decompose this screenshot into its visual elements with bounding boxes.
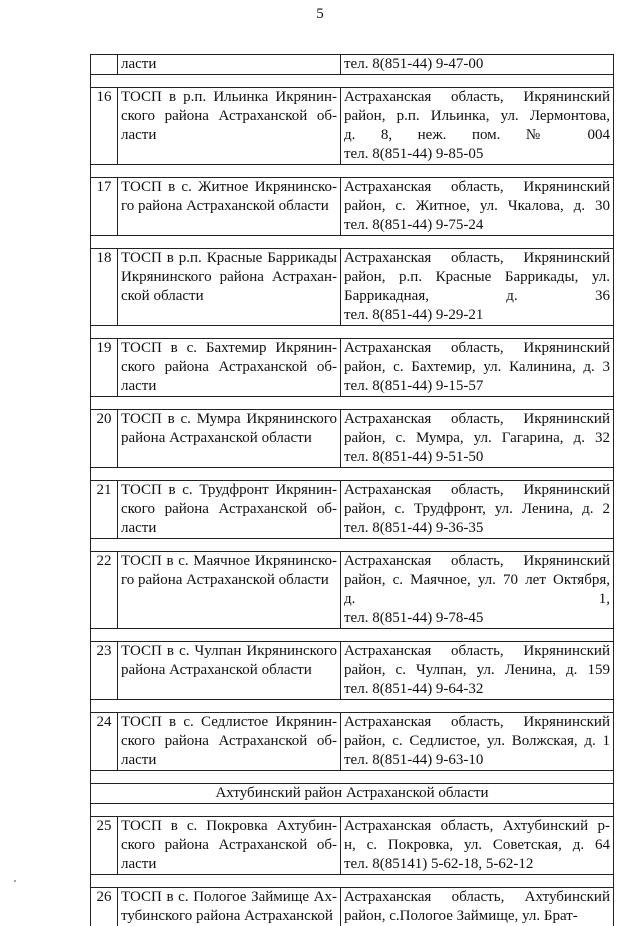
cell-line: ской области <box>121 287 337 306</box>
office-name <box>118 481 341 539</box>
office-name <box>118 178 341 236</box>
row-number: 21 <box>91 481 118 539</box>
cell-line: ТОСП в с. Житное Икрянинско- <box>121 178 337 197</box>
row-gap-cell <box>91 326 614 339</box>
office-address <box>341 88 614 165</box>
table-row <box>91 713 614 771</box>
row-gap <box>91 804 614 817</box>
cell-line: тел. 8(851-44) 9-51-50 <box>344 448 610 467</box>
office-address <box>341 249 614 326</box>
office-address <box>341 713 614 771</box>
cell-line: ского района Астраханской об- <box>121 358 337 377</box>
cell-line: тубинского района Астраханской <box>121 907 337 926</box>
office-name <box>118 249 341 326</box>
table-row <box>91 339 614 397</box>
cell-line: Астраханская область, Икрянинский <box>344 552 610 571</box>
table-row <box>91 410 614 468</box>
office-name <box>118 642 341 700</box>
table-row <box>91 88 614 165</box>
cell-line: Астраханская область, Икрянинский <box>344 88 610 107</box>
office-address <box>341 552 614 629</box>
table-row <box>91 55 614 75</box>
row-gap <box>91 771 614 784</box>
cell-line: район, с. Маячное, ул. 70 лет Октября, <box>344 571 610 590</box>
table-row <box>91 817 614 875</box>
registry-table <box>90 54 614 926</box>
registry-table-body <box>91 55 614 926</box>
row-number: 20 <box>91 410 118 468</box>
section-row <box>91 784 614 804</box>
cell-line: район, с. Чулпан, ул. Ленина, д. 159 <box>344 661 610 680</box>
cell-line: района Астраханской области <box>121 429 337 448</box>
row-gap-cell <box>91 539 614 552</box>
row-gap <box>91 700 614 713</box>
cell-line: Астраханская область, Икрянинский <box>344 713 610 732</box>
row-gap <box>91 875 614 888</box>
row-number: 24 <box>91 713 118 771</box>
row-gap <box>91 397 614 410</box>
cell-line: ТОСП в с. Бахтемир Икрянин- <box>121 339 337 358</box>
cell-line: Астраханская область, Икрянинский <box>344 642 610 661</box>
scan-speck <box>14 880 16 882</box>
row-gap-cell <box>91 165 614 178</box>
table-row <box>91 178 614 236</box>
cell-line: ского района Астраханской об- <box>121 107 337 126</box>
table-row <box>91 552 614 629</box>
cell-line: ТОСП в с. Трудфронт Икрянин- <box>121 481 337 500</box>
row-gap-cell <box>91 700 614 713</box>
cell-line: ского района Астраханской об- <box>121 836 337 855</box>
row-gap-cell <box>91 236 614 249</box>
cell-line: район, с. Мумра, ул. Гагарина, д. 32 <box>344 429 610 448</box>
cell-line: тел. 8(851-44) 9-29-21 <box>344 306 610 325</box>
cell-line: ласти <box>121 126 337 145</box>
cell-line: Астраханская область, Икрянинский <box>344 249 610 268</box>
cell-line: д. 8, неж. пом. № 004 <box>344 126 610 145</box>
cell-line: ласти <box>121 751 337 770</box>
page-number: 5 <box>0 6 640 23</box>
cell-line: го района Астраханской области <box>121 197 337 216</box>
cell-line: н, с. Покровка, ул. Советская, д. 64 <box>344 836 610 855</box>
row-number: 22 <box>91 552 118 629</box>
row-number: 23 <box>91 642 118 700</box>
office-name <box>118 888 341 926</box>
cell-line: тел. 8(85141) 5-62-18, 5-62-12 <box>344 855 610 874</box>
cell-line: ласти <box>121 519 337 538</box>
cell-line: го района Астраханской области <box>121 571 337 590</box>
row-gap-cell <box>91 804 614 817</box>
office-name <box>118 55 341 75</box>
row-gap-cell <box>91 771 614 784</box>
cell-line: тел. 8(851-44) 9-78-45 <box>344 609 610 628</box>
cell-line: ласти <box>121 377 337 396</box>
office-name <box>118 713 341 771</box>
cell-line: ТОСП в с. Маячное Икрянинско- <box>121 552 337 571</box>
row-number <box>91 55 118 75</box>
cell-line: Икрянинского района Астрахан- <box>121 268 337 287</box>
cell-line: ласти <box>121 55 337 74</box>
cell-line: Астраханская область, Ахтубинский р- <box>344 817 610 836</box>
row-gap <box>91 629 614 642</box>
cell-line: Астраханская область, Икрянинский <box>344 481 610 500</box>
cell-line: ТОСП в р.п. Ильинка Икрянин- <box>121 88 337 107</box>
cell-line: Баррикадная, д. 36 <box>344 287 610 306</box>
cell-line: тел. 8(851-44) 9-63-10 <box>344 751 610 770</box>
office-address <box>341 178 614 236</box>
cell-line: Астраханская область, Икрянинский <box>344 339 610 358</box>
row-number: 16 <box>91 88 118 165</box>
row-gap-cell <box>91 397 614 410</box>
office-address <box>341 888 614 926</box>
cell-line: ТОСП в с. Чулпан Икрянинского <box>121 642 337 661</box>
row-gap-cell <box>91 468 614 481</box>
row-number: 25 <box>91 817 118 875</box>
row-gap <box>91 326 614 339</box>
cell-line: ТОСП в р.п. Красные Баррикады <box>121 249 337 268</box>
row-gap <box>91 468 614 481</box>
office-name <box>118 88 341 165</box>
cell-line: тел. 8(851-44) 9-85-05 <box>344 145 610 164</box>
cell-line: ТОСП в с. Покровка Ахтубин- <box>121 817 337 836</box>
cell-line: район, с.Пологое Займище, ул. Брат- <box>344 907 610 926</box>
cell-line: тел. 8(851-44) 9-47-00 <box>344 55 610 74</box>
office-address <box>341 642 614 700</box>
row-number: 17 <box>91 178 118 236</box>
table-row <box>91 642 614 700</box>
table-row <box>91 249 614 326</box>
cell-line: ского района Астраханской об- <box>121 500 337 519</box>
office-address <box>341 481 614 539</box>
row-gap <box>91 165 614 178</box>
row-gap <box>91 75 614 88</box>
cell-line: ТОСП в с. Мумра Икрянинского <box>121 410 337 429</box>
cell-line: тел. 8(851-44) 9-36-35 <box>344 519 610 538</box>
row-number: 26 <box>91 888 118 926</box>
table-row <box>91 888 614 926</box>
cell-line: район, р.п. Ильинка, ул. Лермонтова, <box>344 107 610 126</box>
cell-line: Астраханская область, Икрянинский <box>344 410 610 429</box>
office-address <box>341 55 614 75</box>
row-gap <box>91 236 614 249</box>
cell-line: тел. 8(851-44) 9-15-57 <box>344 377 610 396</box>
row-number: 18 <box>91 249 118 326</box>
cell-line: Астраханская область, Ахтубинский <box>344 888 610 907</box>
cell-line: ТОСП в с. Седлистое Икрянин- <box>121 713 337 732</box>
cell-line: район, с. Бахтемир, ул. Калинина, д. 3 <box>344 358 610 377</box>
cell-line: ТОСП в с. Пологое Займище Ах- <box>121 888 337 907</box>
row-gap-cell <box>91 875 614 888</box>
cell-line: тел. 8(851-44) 9-64-32 <box>344 680 610 699</box>
cell-line: район, р.п. Красные Баррикады, ул. <box>344 268 610 287</box>
office-address <box>341 339 614 397</box>
row-number: 19 <box>91 339 118 397</box>
row-gap-cell <box>91 629 614 642</box>
section-heading: Ахтубинский район Астраханской области <box>91 784 614 804</box>
cell-line: район, с. Трудфронт, ул. Ленина, д. 2 <box>344 500 610 519</box>
row-gap <box>91 539 614 552</box>
office-address <box>341 817 614 875</box>
office-name <box>118 552 341 629</box>
table-row <box>91 481 614 539</box>
cell-line: тел. 8(851-44) 9-75-24 <box>344 216 610 235</box>
cell-line: ского района Астраханской об- <box>121 732 337 751</box>
office-name <box>118 817 341 875</box>
cell-line: района Астраханской области <box>121 661 337 680</box>
office-address <box>341 410 614 468</box>
office-name <box>118 339 341 397</box>
cell-line: район, с. Седлистое, ул. Волжская, д. 1 <box>344 732 610 751</box>
row-gap-cell <box>91 75 614 88</box>
cell-line: ласти <box>121 855 337 874</box>
cell-line: Астраханская область, Икрянинский <box>344 178 610 197</box>
office-name <box>118 410 341 468</box>
cell-line: д. 1, <box>344 590 610 609</box>
cell-line: район, с. Житное, ул. Чкалова, д. 30 <box>344 197 610 216</box>
